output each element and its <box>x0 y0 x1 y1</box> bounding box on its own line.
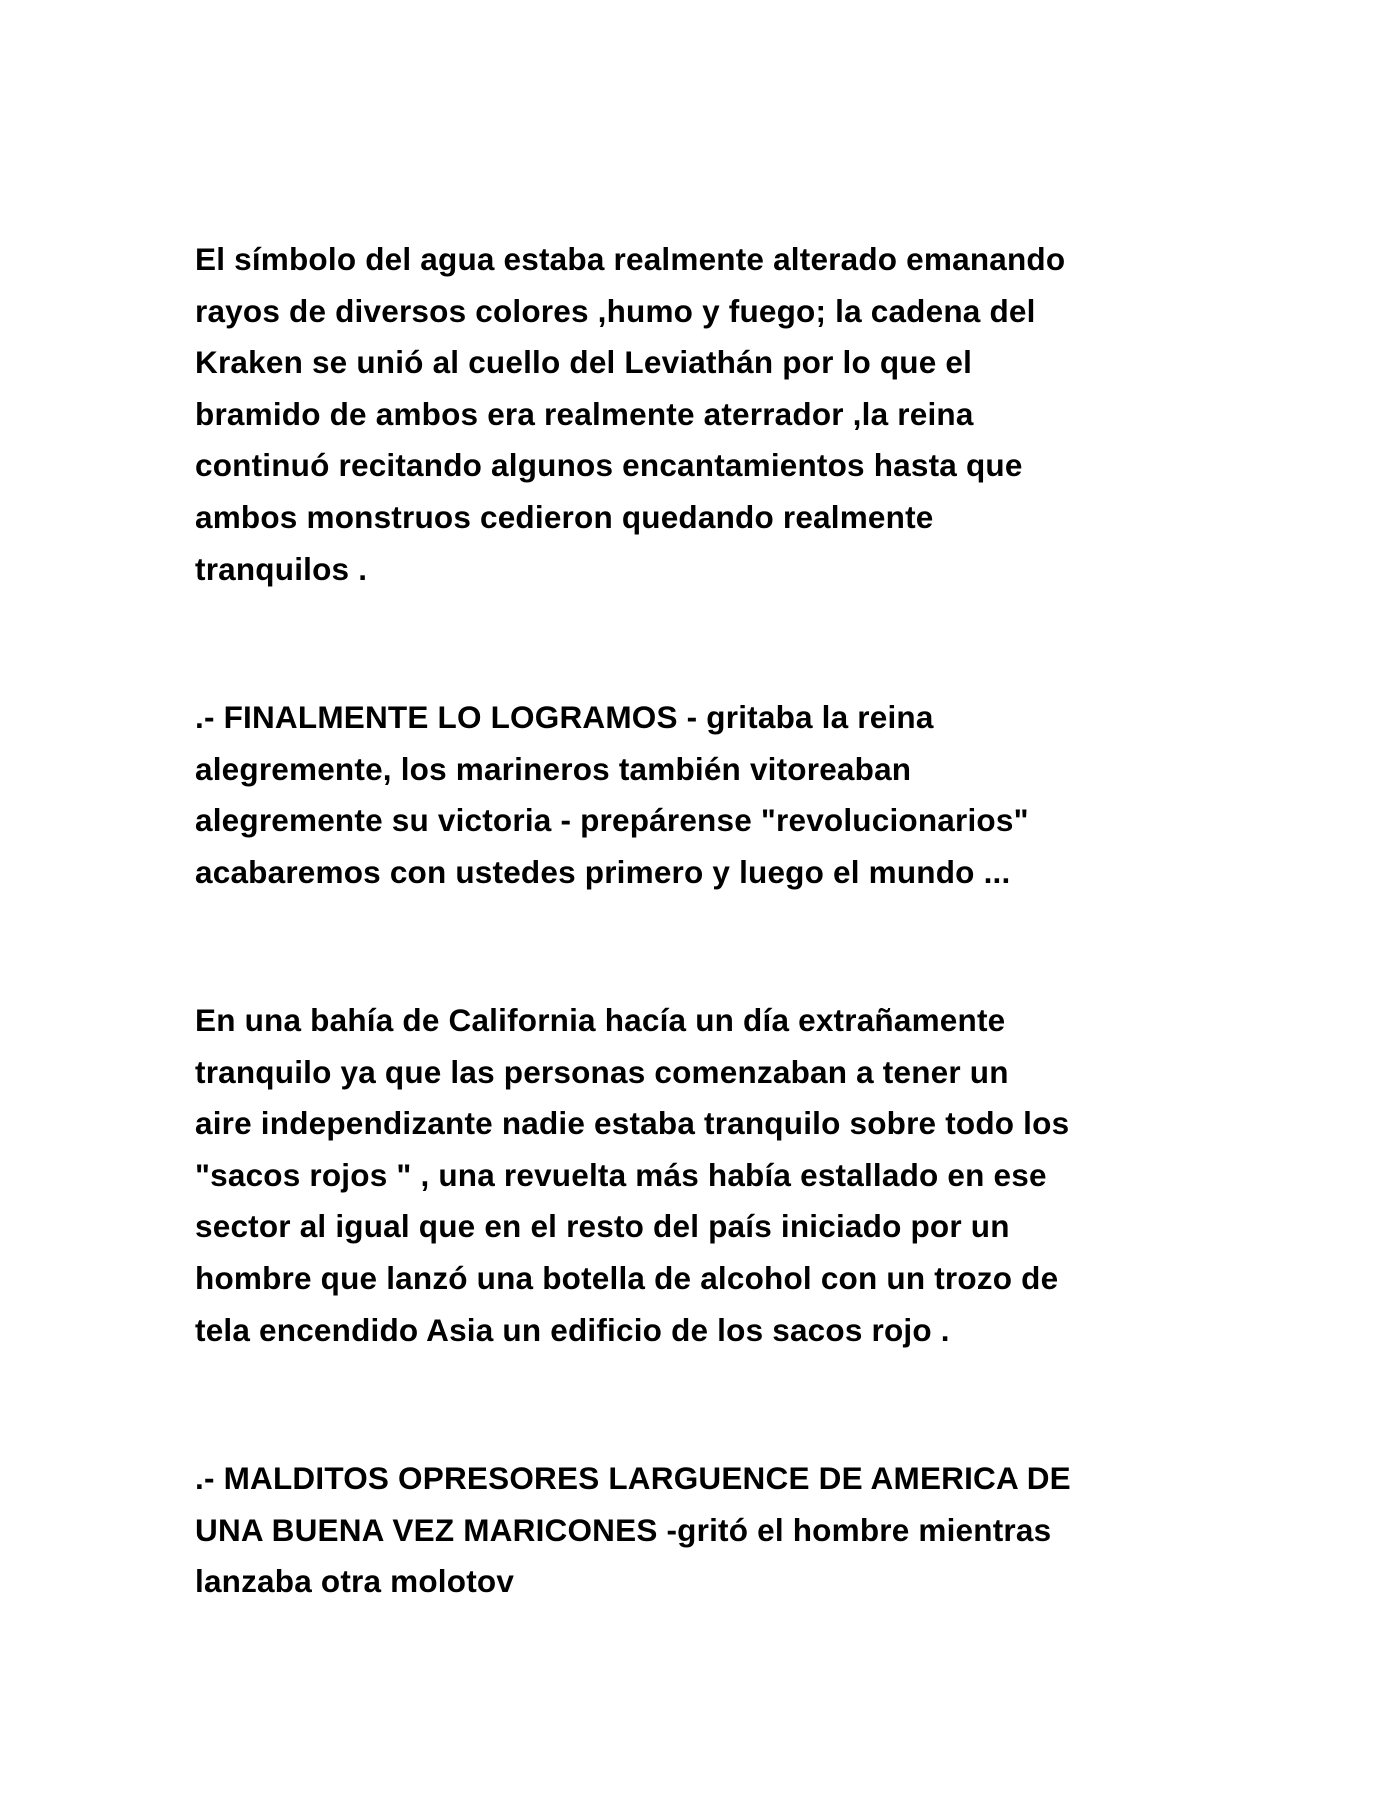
text-line: bramido de ambos era realmente aterrador ,la reina <box>195 395 974 432</box>
text-line: "sacos rojos " , una revuelta más había estallado en ese <box>195 1156 1047 1193</box>
text-line: Kraken se unió al cuello del Leviathán por lo que el <box>195 344 973 381</box>
text-line: En una bahía de California hacía un día extrañamente <box>195 1002 1006 1038</box>
text-line: El símbolo del agua estaba realmente alterado emanando <box>195 241 1066 277</box>
text-line: .- FINALMENTE LO LOGRAMOS - gritaba la reina <box>195 699 934 735</box>
text-line: sector al igual que en el resto del país iniciado por un <box>195 1208 1010 1245</box>
text-line: alegremente su victoria - prepárense "revolucionarios" <box>195 802 1029 839</box>
text-line: tranquilos . <box>195 550 368 587</box>
text-line: tela encendido Asia un edificio de los sacos rojo . <box>195 1311 950 1348</box>
text-line: .- MALDITOS OPRESORES LARGUENCE DE AMERICA DE <box>195 1460 1071 1496</box>
text-line: acabaremos con ustedes primero y luego el mundo ... <box>195 853 1011 890</box>
paragraph-2 <box>195 692 1225 898</box>
text-line: lanzaba otra molotov <box>195 1563 515 1600</box>
text-line: tranquilo ya que las personas comenzaban a tener un <box>195 1053 1009 1090</box>
text-line: UNA BUENA VEZ MARICONES -gritó el hombre mientras <box>195 1511 1052 1548</box>
text-line: alegremente, los marineros también vitoreaban <box>195 750 912 787</box>
text-line: rayos de diversos colores ,humo y fuego; la cadena del <box>195 292 1036 329</box>
paragraph-4 <box>195 1453 1225 1608</box>
text-line: ambos monstruos cedieron quedando realmente <box>195 498 934 535</box>
text-line: aire independizante nadie estaba tranquilo sobre todo los <box>195 1105 1070 1142</box>
text-line: continuó recitando algunos encantamientos hasta que <box>195 447 1023 484</box>
paragraph-3 <box>195 995 1225 1356</box>
text-line: hombre que lanzó una botella de alcohol con un trozo de <box>195 1259 1059 1296</box>
paragraph-1 <box>195 234 1225 595</box>
